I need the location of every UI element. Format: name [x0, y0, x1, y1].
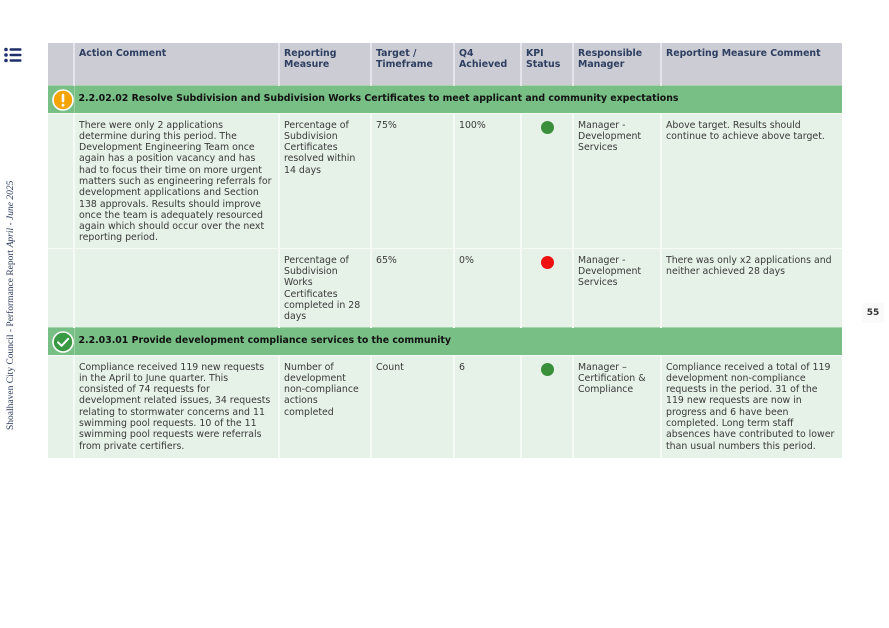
- kpi-status-green-icon: [541, 363, 554, 376]
- header-target-timeframe: Target / Timeframe: [371, 43, 454, 85]
- group-status-cell: [48, 327, 74, 355]
- achieved-cell: 100%: [454, 113, 521, 248]
- table-header-row: [48, 43, 842, 85]
- action-comment-cell: There were only 2 applications determine during this period. The Development Engineering Team once again has a position vacancy and has had to focus their time on more urgent matters such as engineering referrals for development applications and Section 138 approvals. Results should improve once the team is adequately resourced again which should occur over the next reporting period.: [74, 113, 279, 248]
- report-side-label-period: April - June 2025: [6, 180, 16, 248]
- header-icon-column: [48, 43, 74, 85]
- page-number: 55: [862, 303, 884, 323]
- measure-comment-cell: Above target. Results should continue to achieve above target.: [661, 113, 842, 248]
- achieved-cell: 6: [454, 355, 521, 458]
- table-row: [48, 113, 842, 248]
- reporting-measure-cell: Number of development non-compliance actions completed: [279, 355, 371, 458]
- kpi-status-green-icon: [541, 121, 554, 134]
- action-group-row: [48, 85, 842, 113]
- header-reporting-measure-comment: Reporting Measure Comment: [661, 43, 842, 85]
- action-group-row: [48, 327, 842, 355]
- responsible-manager-cell: Manager - Development Services: [573, 248, 661, 327]
- header-action-comment: Action Comment: [74, 43, 279, 85]
- header-reporting-measure: Reporting Measure: [279, 43, 371, 85]
- row-spacer-cell: [48, 113, 74, 248]
- header-q4-achieved: Q4 Achieved: [454, 43, 521, 85]
- achieved-cell: 0%: [454, 248, 521, 327]
- action-group-title: 2.2.02.02 Resolve Subdivision and Subdivision Works Certificates to meet applicant and community expectations: [74, 85, 842, 113]
- responsible-manager-cell: Manager – Certification & Compliance: [573, 355, 661, 458]
- warning-icon: [52, 89, 74, 111]
- kpi-status-cell: [521, 248, 573, 327]
- report-side-label: [6, 168, 16, 430]
- check-circle-icon: [52, 331, 74, 353]
- action-comment-cell: [74, 248, 279, 327]
- action-group-title: 2.2.03.01 Provide development compliance services to the community: [74, 327, 842, 355]
- action-comment-cell: Compliance received 119 new requests in the April to June quarter. This consisted of 74 requests for development related issues, 34 requests relating to stormwater concerns and 11 swimming pool requests. 10 of the 11 swimming pool requests were referrals from private certifiers.: [74, 355, 279, 458]
- reporting-measure-cell: Percentage of Subdivision Works Certificates completed in 28 days: [279, 248, 371, 327]
- measure-comment-cell: There was only x2 applications and neither achieved 28 days: [661, 248, 842, 327]
- group-status-cell: [48, 85, 74, 113]
- kpi-status-cell: [521, 113, 573, 248]
- target-cell: Count: [371, 355, 454, 458]
- target-cell: 75%: [371, 113, 454, 248]
- kpi-table: [48, 43, 842, 458]
- table-of-contents-icon[interactable]: [4, 47, 22, 63]
- report-side-label-title: Shoalhaven City Council - Performance Report: [6, 247, 16, 430]
- reporting-measure-cell: Percentage of Subdivision Certificates resolved within 14 days: [279, 113, 371, 248]
- kpi-status-cell: [521, 355, 573, 458]
- row-spacer-cell: [48, 248, 74, 327]
- header-kpi-status: KPI Status: [521, 43, 573, 85]
- table-row: [48, 248, 842, 327]
- target-cell: 65%: [371, 248, 454, 327]
- header-responsible-manager: Responsible Manager: [573, 43, 661, 85]
- responsible-manager-cell: Manager - Development Services: [573, 113, 661, 248]
- row-spacer-cell: [48, 355, 74, 458]
- measure-comment-cell: Compliance received a total of 119 development non-compliance requests in the period. 31 of the 119 new requests are now in progress and 6 have been completed. Long term staff absences have contributed to lower than usual numbers this period.: [661, 355, 842, 458]
- table-row: [48, 355, 842, 458]
- kpi-status-red-icon: [541, 256, 554, 269]
